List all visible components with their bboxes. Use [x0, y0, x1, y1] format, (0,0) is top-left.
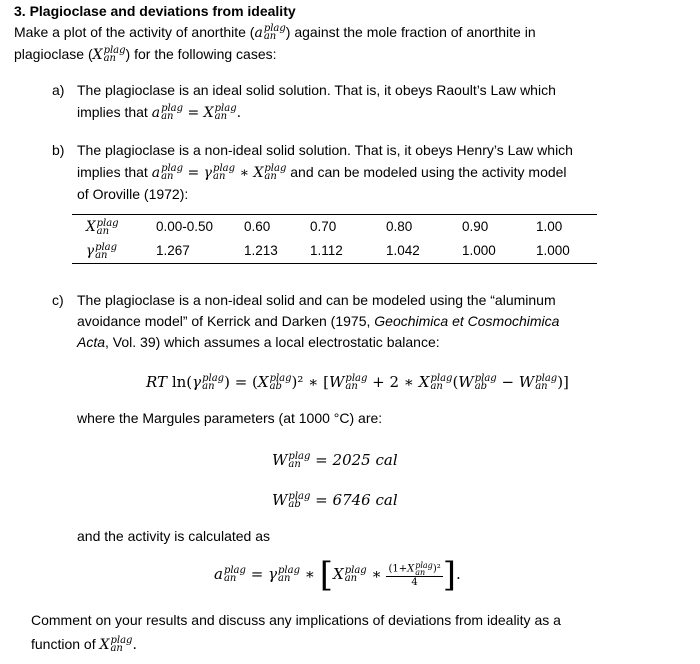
table-cell: 1.267 [156, 243, 190, 258]
part-a-line-1: The plagioclase is an ideal solid solution. That is, it obeys Raoult’s Law which [77, 82, 556, 98]
mole-fraction-symbol: X plag an [92, 45, 126, 64]
part-b-line-3: of Oroville (1972): [77, 186, 189, 202]
table-cell: 0.90 [462, 219, 489, 234]
table-cell: 0.60 [244, 219, 271, 234]
table-cell: 1.000 [536, 243, 570, 258]
row-header-x: X plag an [86, 217, 119, 237]
part-c-line-2: avoidance model” of Kerrick and Darken (1975, Geochimica et Cosmochimica [77, 313, 560, 329]
w-ab-equation: W plag ab = 6746 cal [272, 491, 398, 510]
part-c-line-3: Acta, Vol. 39) which assumes a local electrostatic balance: [77, 334, 440, 350]
comment-line-2: function of X plag an . [31, 635, 137, 654]
part-a-line-2: implies that a plag an = X plag an . [77, 103, 242, 122]
activity-symbol: a plag an [254, 23, 286, 42]
part-a-label: a) [52, 82, 65, 98]
table-row-gamma [72, 239, 597, 264]
part-b-line-2: implies that a plag an = γ plag an ∗ X plag an and can be modeled using the activity model [77, 163, 567, 182]
section-title: 3. Plagioclase and deviations from ideality [14, 3, 296, 19]
text: ) against the mole fraction of anorthite in [285, 24, 536, 40]
fraction: (1+X plag an )² 4 [388, 560, 441, 588]
part-c-line-1: The plagioclase is a non-ideal solid and can be modeled using the “aluminum [77, 292, 556, 308]
table-cell: 0.00-0.50 [156, 219, 214, 234]
activity-equation: a plag an = γ plag an ∗ [X plag an ∗ (1+X plag an )² 4 ]. [214, 555, 461, 595]
table-cell: 0.70 [310, 219, 337, 234]
table-cell: 0.80 [386, 219, 413, 234]
activity-table [72, 214, 597, 264]
table-cell: 1.000 [462, 243, 496, 258]
margules-text: where the Margules parameters (at 1000 °C) are: [77, 410, 383, 426]
text: ) for the following cases: [125, 46, 277, 62]
aluminum-avoidance-equation: RT ln(γ plag an ) = (X plag ab )² ∗ [W plag an + 2 ∗ X plag an (W plag ab − W plag an )] [146, 373, 569, 392]
w-an-equation: W plag an = 2025 cal [272, 451, 398, 470]
text: Make a plot of the activity of anorthite ( [14, 24, 255, 40]
intro-line-2 [14, 44, 277, 64]
table-cell: 1.00 [536, 219, 563, 234]
comment-line-1: Comment on your results and discuss any implications of deviations from ideality as a [31, 612, 561, 628]
table-cell: 1.042 [386, 243, 420, 258]
row-header-gamma: γ plag an [86, 241, 118, 261]
part-c-label: c) [52, 292, 64, 308]
part-b-label: b) [52, 142, 65, 158]
table-row-x [72, 215, 597, 240]
part-b-line-1: The plagioclase is a non-ideal solid solution. That is, it obeys Henry’s Law which [77, 142, 573, 158]
table-cell: 1.213 [244, 243, 278, 258]
text: plagioclase ( [14, 46, 93, 62]
table-cell: 1.112 [310, 243, 343, 258]
intro-line-1 [14, 22, 536, 42]
activity-text: and the activity is calculated as [77, 528, 270, 544]
